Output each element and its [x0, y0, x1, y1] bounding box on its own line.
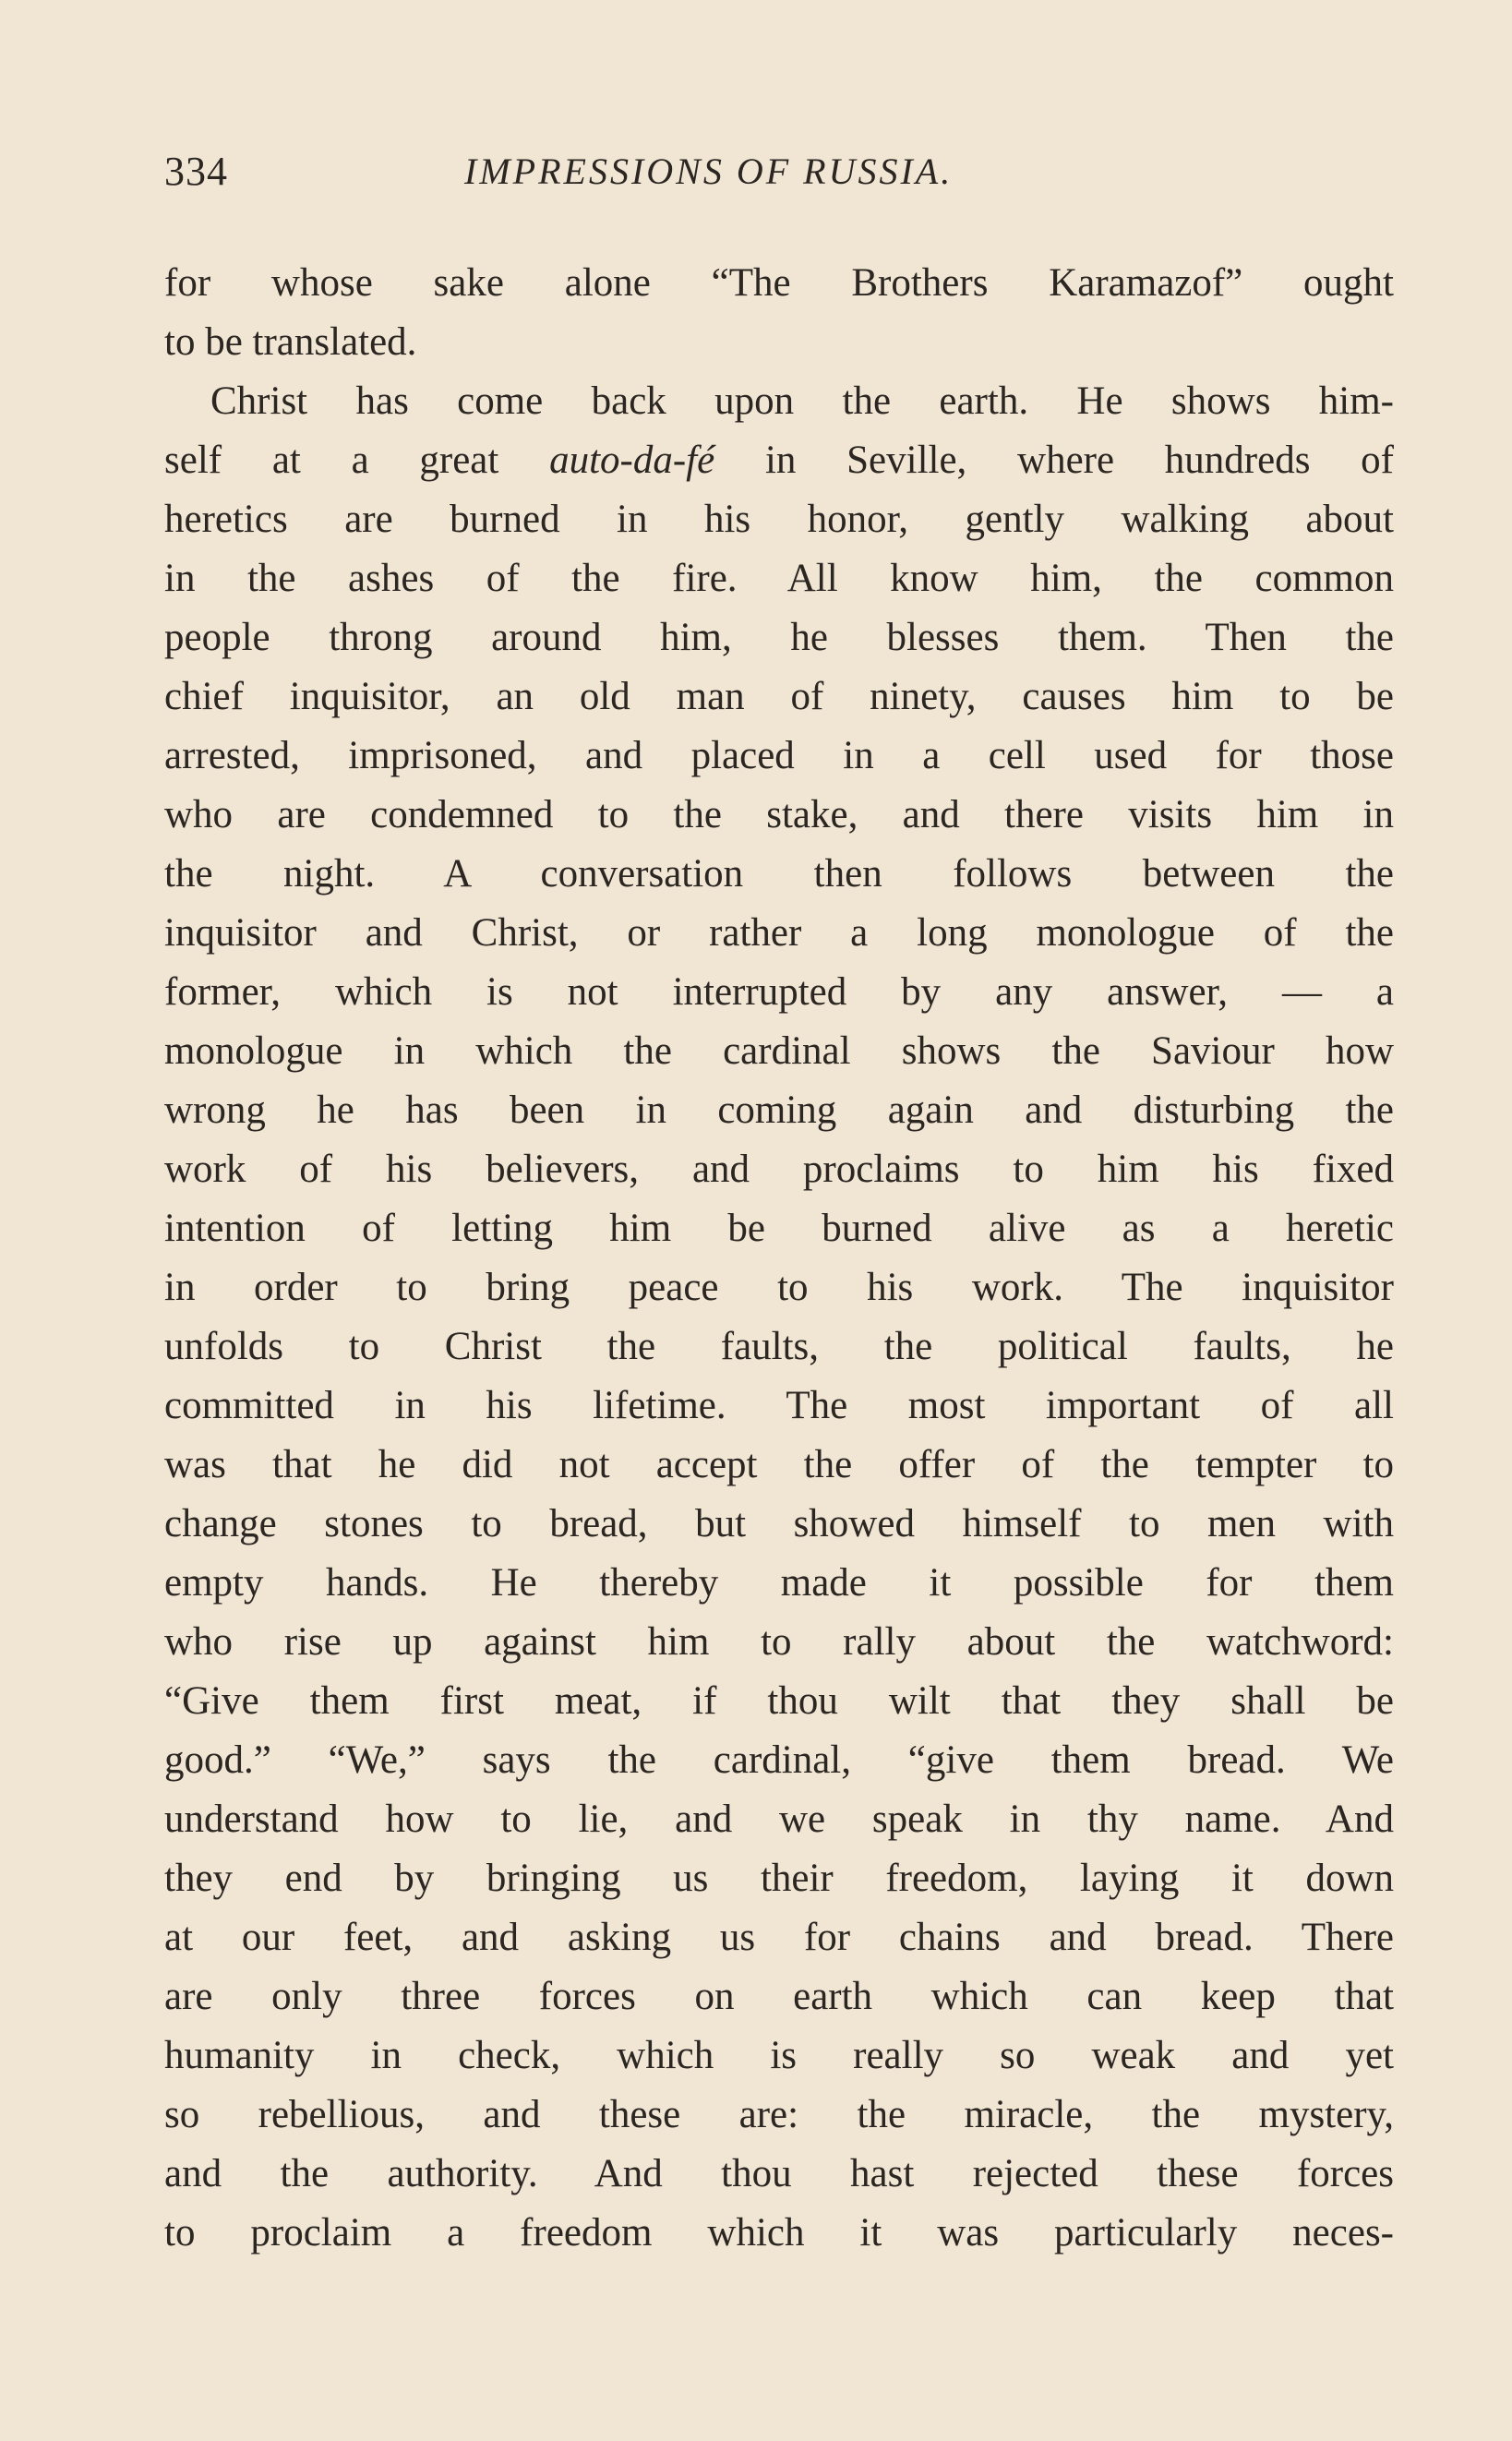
text-line-27: understand how to lie, and we speak in thy name. And [164, 1798, 1394, 1841]
text-line-29: at our feet, and asking us for chains and bread. There [164, 1916, 1394, 1959]
text-line-21: was that he did not accept the offer of the tempter to [164, 1443, 1394, 1486]
text-line-34: to proclaim a freedom which it was particularly neces- [164, 2211, 1394, 2255]
text-line-04-start: self at a great [164, 439, 550, 482]
page-header [164, 148, 1394, 203]
text-line-11: the night. A conversation then follows between the [164, 852, 1394, 896]
text-line-04-end: in Seville, where hundreds of [714, 439, 1394, 482]
text-line-20: committed in his lifetime. The most important of all [164, 1384, 1394, 1427]
text-line-26: good.” “We,” says the cardinal, “give them bread. We [164, 1738, 1394, 1782]
text-line-17: intention of letting him be burned alive as a heretic [164, 1207, 1394, 1250]
text-line-12: inquisitor and Christ, or rather a long monologue of the [164, 911, 1394, 955]
text-line-04 [164, 431, 1394, 490]
text-line-03: Christ has come back upon the earth. He shows him- [210, 379, 1394, 423]
text-line-06: in the ashes of the fire. All know him, the common [164, 557, 1394, 600]
text-line-18: in order to bring peace to his work. The inquisitor [164, 1266, 1394, 1309]
body-text [164, 254, 1394, 2263]
text-line-33: and the authority. And thou hast rejected these forces [164, 2152, 1394, 2195]
text-line-08: chief inquisitor, an old man of ninety, causes him to be [164, 675, 1394, 718]
text-line-13: former, which is not interrupted by any answer, — a [164, 970, 1394, 1014]
text-line-02: to be translated. [164, 320, 417, 364]
text-line-23: empty hands. He thereby made it possible for them [164, 1561, 1394, 1605]
text-line-32: so rebellious, and these are: the miracle, the mystery, [164, 2093, 1394, 2136]
auto-da-fe-italic: auto-da-fé [549, 439, 715, 482]
text-line-30: are only three forces on earth which can keep that [164, 1975, 1394, 2018]
text-line-19: unfolds to Christ the faults, the political faults, he [164, 1325, 1394, 1368]
text-line-25: “Give them first meat, if thou wilt that they shall be [164, 1679, 1394, 1723]
text-line-09: arrested, imprisoned, and placed in a cell used for those [164, 734, 1394, 777]
text-line-16: work of his believers, and proclaims to him his fixed [164, 1148, 1394, 1191]
text-line-14: monologue in which the cardinal shows the Saviour how [164, 1029, 1394, 1073]
text-line-22: change stones to bread, but showed himself to men with [164, 1502, 1394, 1545]
text-line-05: heretics are burned in his honor, gently walking about [164, 498, 1394, 541]
text-line-31: humanity in check, which is really so weak and yet [164, 2034, 1394, 2077]
text-line-07: people throng around him, he blesses them. Then the [164, 616, 1394, 659]
page-number: 334 [164, 149, 228, 194]
text-line-15: wrong he has been in coming again and disturbing the [164, 1088, 1394, 1132]
text-line-01: for whose sake alone “The Brothers Karamazof” ought [164, 261, 1394, 305]
text-line-28: they end by bringing us their freedom, laying it down [164, 1857, 1394, 1900]
running-head: IMPRESSIONS OF RUSSIA. [464, 150, 954, 192]
text-line-24: who rise up against him to rally about the watchword: [164, 1620, 1394, 1664]
text-line-10: who are condemned to the stake, and there visits him in [164, 793, 1394, 836]
